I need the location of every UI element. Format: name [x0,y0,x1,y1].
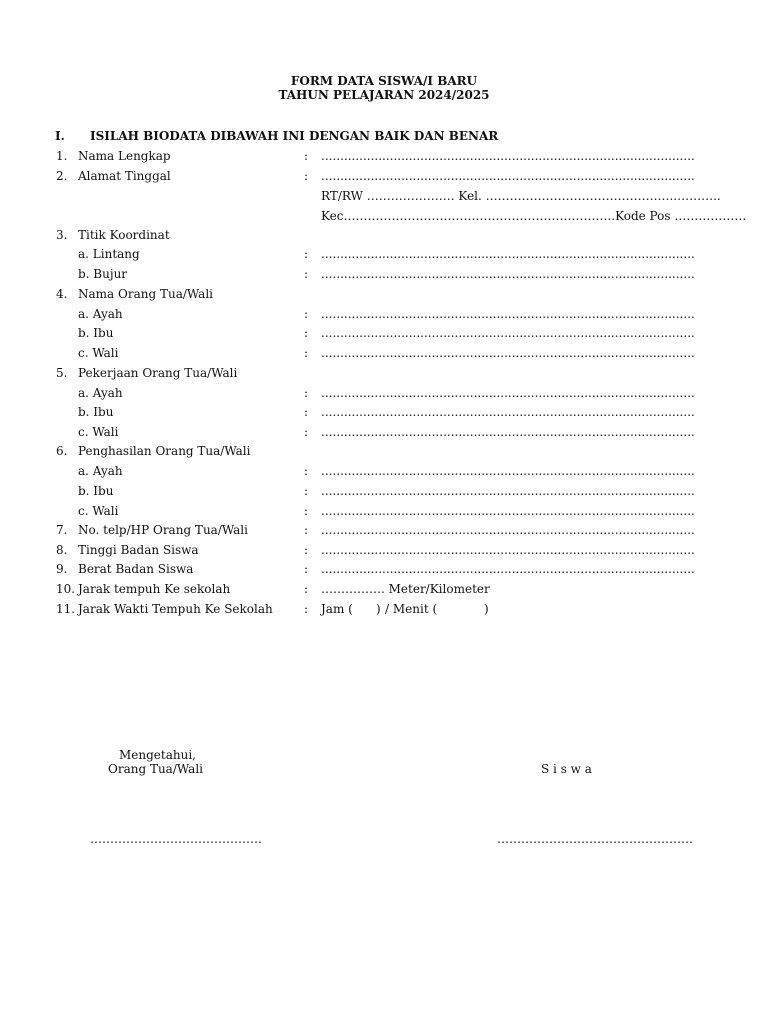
field-label-ibu: b. Ibu [78,405,114,419]
berat-badan-field[interactable]: .................................................................................................. [321,562,695,576]
field-label-ayah: a. Ayah [78,307,123,321]
field-label-no-telp: No. telp/HP Orang Tua/Wali [78,523,248,537]
siswa-label: S i s w a [541,762,592,776]
jam-close: ) [376,602,381,616]
colon: : [304,543,309,557]
colon: : [304,247,309,261]
field-number: 3. [56,228,68,242]
field-label-penghasilan: Penghasilan Orang Tua/Wali [78,444,251,458]
field-label-jarak-tempuh: Jarak tempuh Ke sekolah [78,582,231,596]
colon: : [304,326,309,340]
field-label-ibu: b. Ibu [78,326,114,340]
field-number: 11. [56,602,76,616]
colon: : [304,425,309,439]
field-label-pekerjaan: Pekerjaan Orang Tua/Wali [78,366,238,380]
form-title: FORM DATA SISWA/I BARU [290,74,478,88]
nama-ayah-field[interactable]: .................................................................................................. [321,307,695,321]
orang-tua-wali-label: Orang Tua/Wali [108,762,204,776]
student-signature-line[interactable]: …………………………………………. [497,832,693,846]
nama-lengkap-field[interactable]: .................................................................................................. [321,149,695,163]
colon: : [304,523,309,537]
section-heading: ISILAH BIODATA DIBAWAH INI DENGAN BAIK DAN BENAR [90,129,499,143]
colon: : [304,346,309,360]
field-label-tinggi-badan: Tinggi Badan Siswa [78,543,199,557]
tinggi-badan-field[interactable]: .................................................................................................. [321,543,695,557]
kec-kode-pos-field[interactable]: Kec…………………………………………………………..Kode Pos ……………… [321,209,747,223]
form-subtitle: TAHUN PELAJARAN 2024/2025 [278,88,490,102]
field-label-bujur: b. Bujur [78,267,128,281]
nama-ibu-field[interactable]: .................................................................................................. [321,326,695,340]
field-label-ibu: b. Ibu [78,484,114,498]
field-number: 2. [56,169,68,183]
colon: : [304,582,309,596]
colon: : [304,307,309,321]
field-label-berat-badan: Berat Badan Siswa [78,562,194,576]
colon: : [304,267,309,281]
field-label-titik-koordinat: Titik Koordinat [78,228,170,242]
field-number: 5. [56,366,68,380]
field-number: 1. [56,149,68,163]
colon: : [304,169,309,183]
field-label-ayah: a. Ayah [78,464,123,478]
parent-signature-line[interactable]: ……………………………………. [90,832,262,846]
field-label-wali: c. Wali [78,504,119,518]
no-telp-field[interactable]: .................................................................................................. [321,523,695,537]
penghasilan-ayah-field[interactable]: .................................................................................................. [321,464,695,478]
field-number: 8. [56,543,68,557]
colon: : [304,484,309,498]
pekerjaan-ayah-field[interactable]: .................................................................................................. [321,386,695,400]
field-label-wali: c. Wali [78,346,119,360]
menit-close: ) [484,602,489,616]
alamat-tinggal-field[interactable]: .................................................................................................. [321,169,695,183]
colon: : [304,562,309,576]
field-label-wali: c. Wali [78,425,119,439]
field-label-nama-lengkap: Nama Lengkap [78,149,171,163]
bujur-field[interactable]: .................................................................................................. [321,267,695,281]
field-label-alamat-tinggal: Alamat Tinggal [78,169,171,183]
field-label-nama-orang-tua: Nama Orang Tua/Wali [78,287,214,301]
colon: : [304,602,309,616]
colon: : [304,464,309,478]
penghasilan-wali-field[interactable]: .................................................................................................. [321,504,695,518]
rt-rw-kel-field[interactable]: RT/RW …………………. Kel. …………………………………….…..……….. [321,189,721,203]
field-number: 6. [56,444,68,458]
field-number: 10. [56,582,76,596]
field-label-ayah: a. Ayah [78,386,123,400]
jam-label: Jam ( [321,602,353,616]
colon: : [304,149,309,163]
pekerjaan-ibu-field[interactable]: .................................................................................................. [321,405,695,419]
menit-label: / Menit ( [385,602,438,616]
nama-wali-field[interactable]: .................................................................................................. [321,346,695,360]
penghasilan-ibu-field[interactable]: .................................................................................................. [321,484,695,498]
colon: : [304,405,309,419]
field-label-lintang: a. Lintang [78,247,140,261]
field-number: 9. [56,562,68,576]
field-number: 4. [56,287,68,301]
colon: : [304,386,309,400]
lintang-field[interactable]: .................................................................................................. [321,247,695,261]
mengetahui-label: Mengetahui, [119,748,196,762]
pekerjaan-wali-field[interactable]: .................................................................................................. [321,425,695,439]
field-label-waktu-tempuh: Jarak Wakti Tempuh Ke Sekolah [78,602,273,616]
jarak-tempuh-field[interactable]: ……………. Meter/Kilometer [321,582,490,596]
field-number: 7. [56,523,68,537]
colon: : [304,504,309,518]
section-number: I. [55,129,65,143]
